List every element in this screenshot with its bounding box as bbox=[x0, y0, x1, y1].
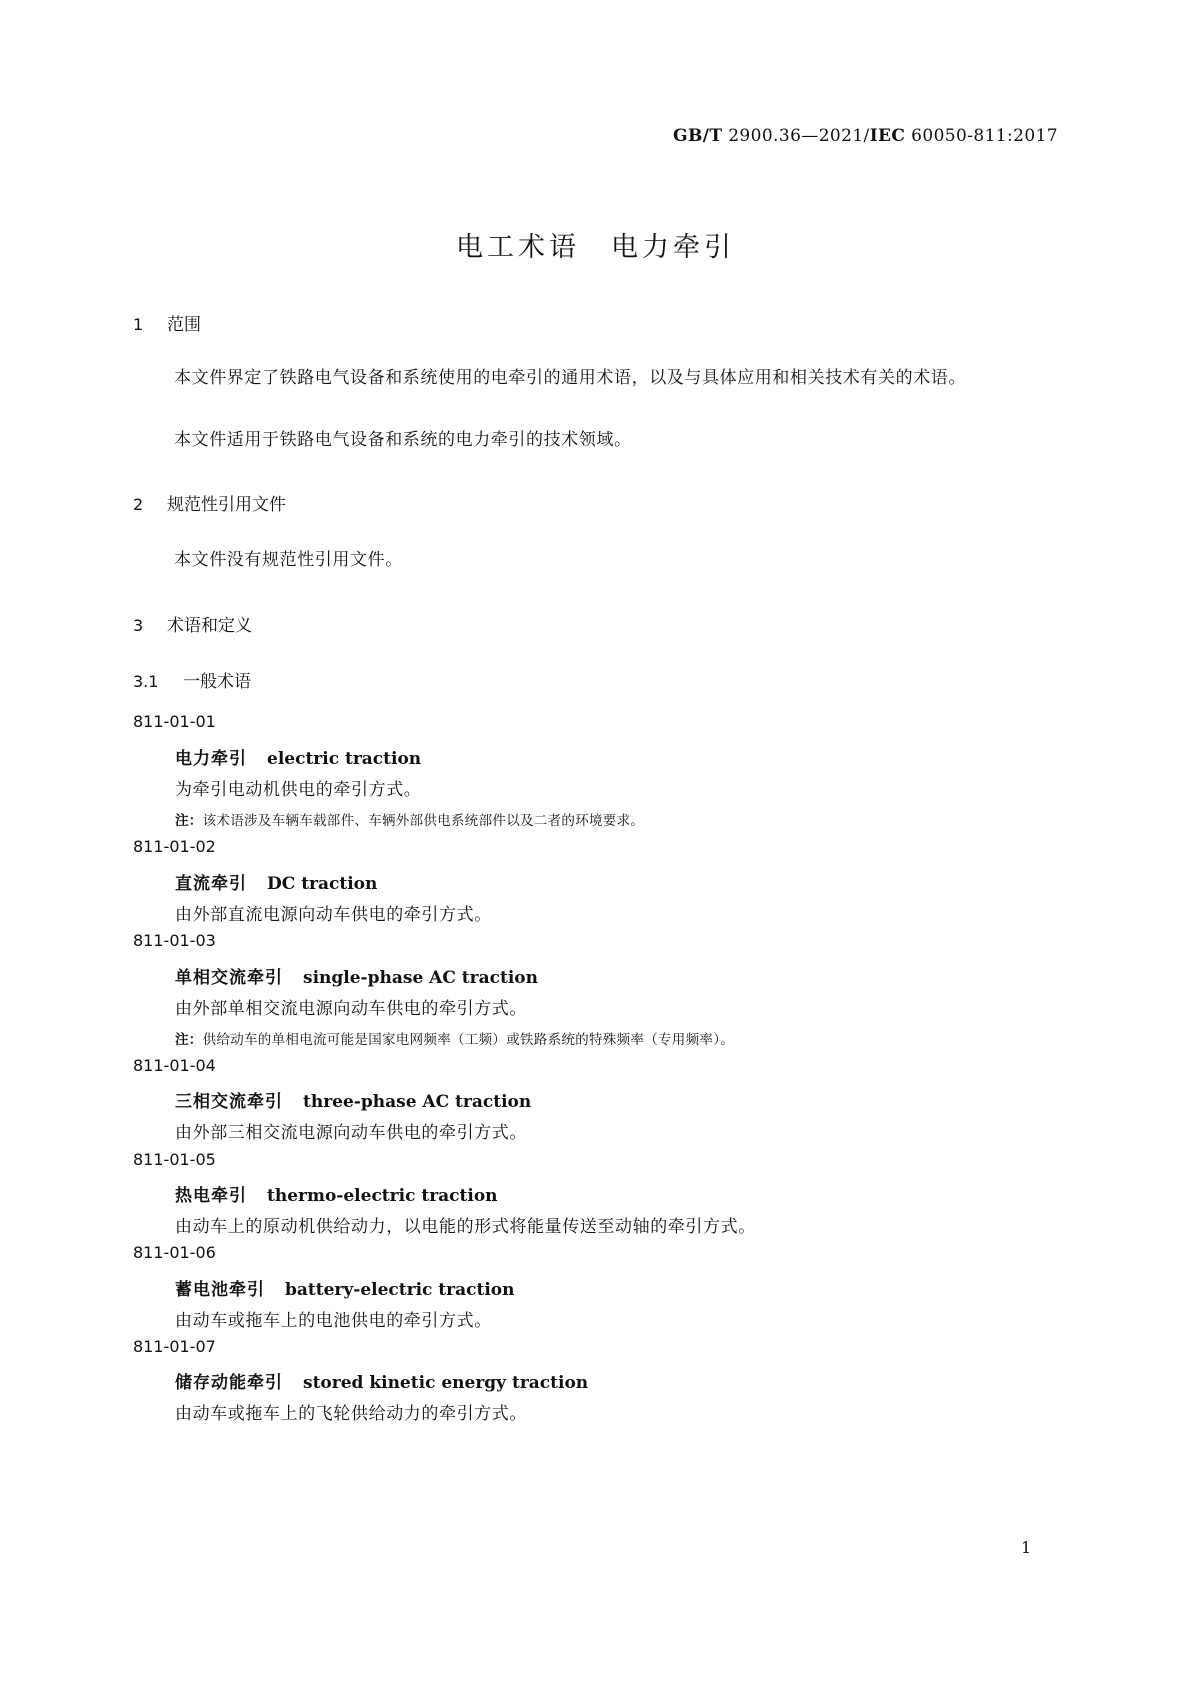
section-heading-terms bbox=[133, 611, 252, 636]
term-definition: 由动车上的原动机供给动力，以电能的形式将能量传送至动轴的牵引方式。 bbox=[175, 1217, 756, 1237]
term-note bbox=[175, 1028, 734, 1048]
term-name-chinese: 三相交流牵引 bbox=[175, 1092, 283, 1112]
note-label: 注： bbox=[175, 1032, 203, 1048]
note-text: 该术语涉及车辆车载部件、车辆外部供电系统部件以及二者的环境要求。 bbox=[202, 813, 645, 829]
term-definition: 为牵引电动机供电的牵引方式。 bbox=[175, 780, 422, 800]
term-name bbox=[175, 869, 377, 894]
standard-code-number: 2900.36—2021/ bbox=[722, 126, 870, 146]
term-entry-number: 811-01-06 bbox=[133, 1243, 216, 1262]
term-name-english: single-phase AC traction bbox=[303, 968, 538, 988]
term-name bbox=[175, 744, 421, 769]
standard-code-iec: IEC bbox=[869, 126, 906, 146]
term-name-english: battery-electric traction bbox=[285, 1280, 515, 1300]
term-name-english: DC traction bbox=[267, 874, 378, 894]
page-number: 1 bbox=[1021, 1538, 1032, 1557]
section-title: 范围 bbox=[167, 315, 201, 335]
term-entry-number: 811-01-05 bbox=[133, 1150, 216, 1169]
term-name bbox=[175, 1087, 531, 1112]
scope-paragraph-1: 本文件界定了铁路电气设备和系统使用的电牵引的通用术语，以及与具体应用和相关技术有关的术语。 bbox=[174, 368, 966, 388]
term-entry-number: 811-01-03 bbox=[133, 931, 216, 950]
standard-code bbox=[673, 126, 1058, 146]
term-name bbox=[175, 1368, 588, 1393]
subsection-number: 3.1 bbox=[133, 672, 159, 691]
section-number: 3 bbox=[133, 616, 144, 635]
section-number: 1 bbox=[133, 315, 144, 334]
subsection-title: 一般术语 bbox=[183, 672, 251, 692]
term-name bbox=[175, 1181, 498, 1206]
scope-paragraph-2: 本文件适用于铁路电气设备和系统的电力牵引的技术领域。 bbox=[174, 430, 632, 450]
section-heading-references bbox=[133, 490, 286, 515]
term-name-english: stored kinetic energy traction bbox=[303, 1373, 589, 1393]
section-heading-scope bbox=[133, 310, 201, 335]
term-name-english: three-phase AC traction bbox=[303, 1092, 532, 1112]
term-name bbox=[175, 1275, 514, 1300]
term-name-chinese: 电力牵引 bbox=[175, 749, 247, 769]
term-definition: 由外部三相交流电源向动车供电的牵引方式。 bbox=[175, 1123, 527, 1143]
term-entry-number: 811-01-02 bbox=[133, 837, 216, 856]
section-number: 2 bbox=[133, 495, 144, 514]
term-name-chinese: 蓄电池牵引 bbox=[175, 1280, 265, 1300]
term-name-english: thermo-electric traction bbox=[267, 1186, 498, 1206]
document-title: 电工术语 电力牵引 bbox=[456, 232, 735, 263]
standard-code-iec-number: 60050-811:2017 bbox=[905, 126, 1058, 146]
section-title: 术语和定义 bbox=[167, 616, 252, 636]
standard-code-gbt: GB/T bbox=[673, 126, 723, 146]
term-name-chinese: 单相交流牵引 bbox=[175, 968, 283, 988]
subsection-heading-general bbox=[133, 667, 251, 692]
term-definition: 由动车或拖车上的电池供电的牵引方式。 bbox=[175, 1311, 492, 1331]
term-name-chinese: 储存动能牵引 bbox=[175, 1373, 283, 1393]
term-name-english: electric traction bbox=[267, 749, 422, 769]
note-text: 供给动车的单相电流可能是国家电网频率（工频）或铁路系统的特殊频率（专用频率）。 bbox=[202, 1032, 735, 1048]
section-title: 规范性引用文件 bbox=[167, 495, 286, 515]
term-name-chinese: 直流牵引 bbox=[175, 874, 247, 894]
term-entry-number: 811-01-07 bbox=[133, 1337, 216, 1356]
note-label: 注： bbox=[175, 813, 203, 829]
references-paragraph: 本文件没有规范性引用文件。 bbox=[174, 550, 403, 570]
term-entry-number: 811-01-01 bbox=[133, 712, 216, 731]
term-name bbox=[175, 963, 538, 988]
term-definition: 由外部单相交流电源向动车供电的牵引方式。 bbox=[175, 999, 527, 1019]
term-note bbox=[175, 809, 644, 829]
term-definition: 由动车或拖车上的飞轮供给动力的牵引方式。 bbox=[175, 1404, 527, 1424]
term-definition: 由外部直流电源向动车供电的牵引方式。 bbox=[175, 905, 492, 925]
term-name-chinese: 热电牵引 bbox=[175, 1186, 247, 1206]
term-entry-number: 811-01-04 bbox=[133, 1056, 216, 1075]
